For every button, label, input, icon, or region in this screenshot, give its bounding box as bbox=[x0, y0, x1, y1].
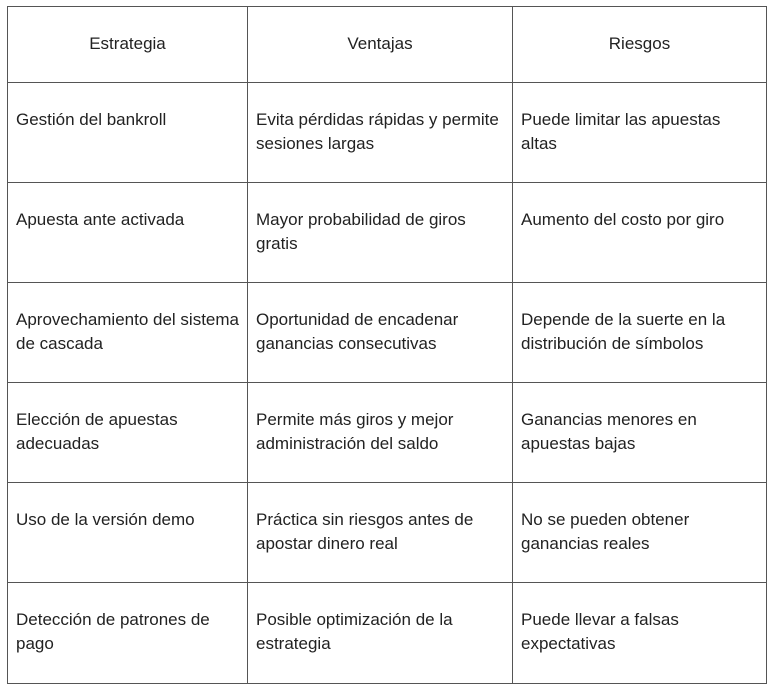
cell-estrategia: Apuesta ante activada bbox=[8, 183, 248, 283]
table-row bbox=[8, 483, 767, 583]
cell-riesgos: Ganancias menores en apuestas bajas bbox=[513, 383, 767, 483]
cell-ventajas: Evita pérdidas rápidas y permite sesiones largas bbox=[248, 83, 513, 183]
cell-ventajas: Mayor probabilidad de giros gratis bbox=[248, 183, 513, 283]
cell-riesgos: Depende de la suerte en la distribución de símbolos bbox=[513, 283, 767, 383]
strategy-table bbox=[7, 6, 767, 684]
table-row bbox=[8, 383, 767, 483]
table-row bbox=[8, 83, 767, 183]
cell-estrategia: Elección de apuestas adecuadas bbox=[8, 383, 248, 483]
table-header bbox=[8, 7, 767, 83]
cell-riesgos: Puede limitar las apuestas altas bbox=[513, 83, 767, 183]
cell-estrategia: Detección de patrones de pago bbox=[8, 583, 248, 684]
cell-ventajas: Permite más giros y mejor administración del saldo bbox=[248, 383, 513, 483]
cell-riesgos: No se pueden obtener ganancias reales bbox=[513, 483, 767, 583]
cell-estrategia: Uso de la versión demo bbox=[8, 483, 248, 583]
cell-ventajas: Posible optimización de la estrategia bbox=[248, 583, 513, 684]
cell-ventajas: Oportunidad de encadenar ganancias consecutivas bbox=[248, 283, 513, 383]
table-row bbox=[8, 183, 767, 283]
cell-ventajas: Práctica sin riesgos antes de apostar dinero real bbox=[248, 483, 513, 583]
cell-estrategia: Aprovechamiento del sistema de cascada bbox=[8, 283, 248, 383]
cell-riesgos: Puede llevar a falsas expectativas bbox=[513, 583, 767, 684]
header-estrategia: Estrategia bbox=[8, 7, 248, 83]
header-row bbox=[8, 7, 767, 83]
header-riesgos: Riesgos bbox=[513, 7, 767, 83]
table-row bbox=[8, 583, 767, 684]
cell-riesgos: Aumento del costo por giro bbox=[513, 183, 767, 283]
table-row bbox=[8, 283, 767, 383]
header-ventajas: Ventajas bbox=[248, 7, 513, 83]
cell-estrategia: Gestión del bankroll bbox=[8, 83, 248, 183]
strategy-table-container bbox=[7, 6, 767, 684]
table-body bbox=[8, 83, 767, 684]
